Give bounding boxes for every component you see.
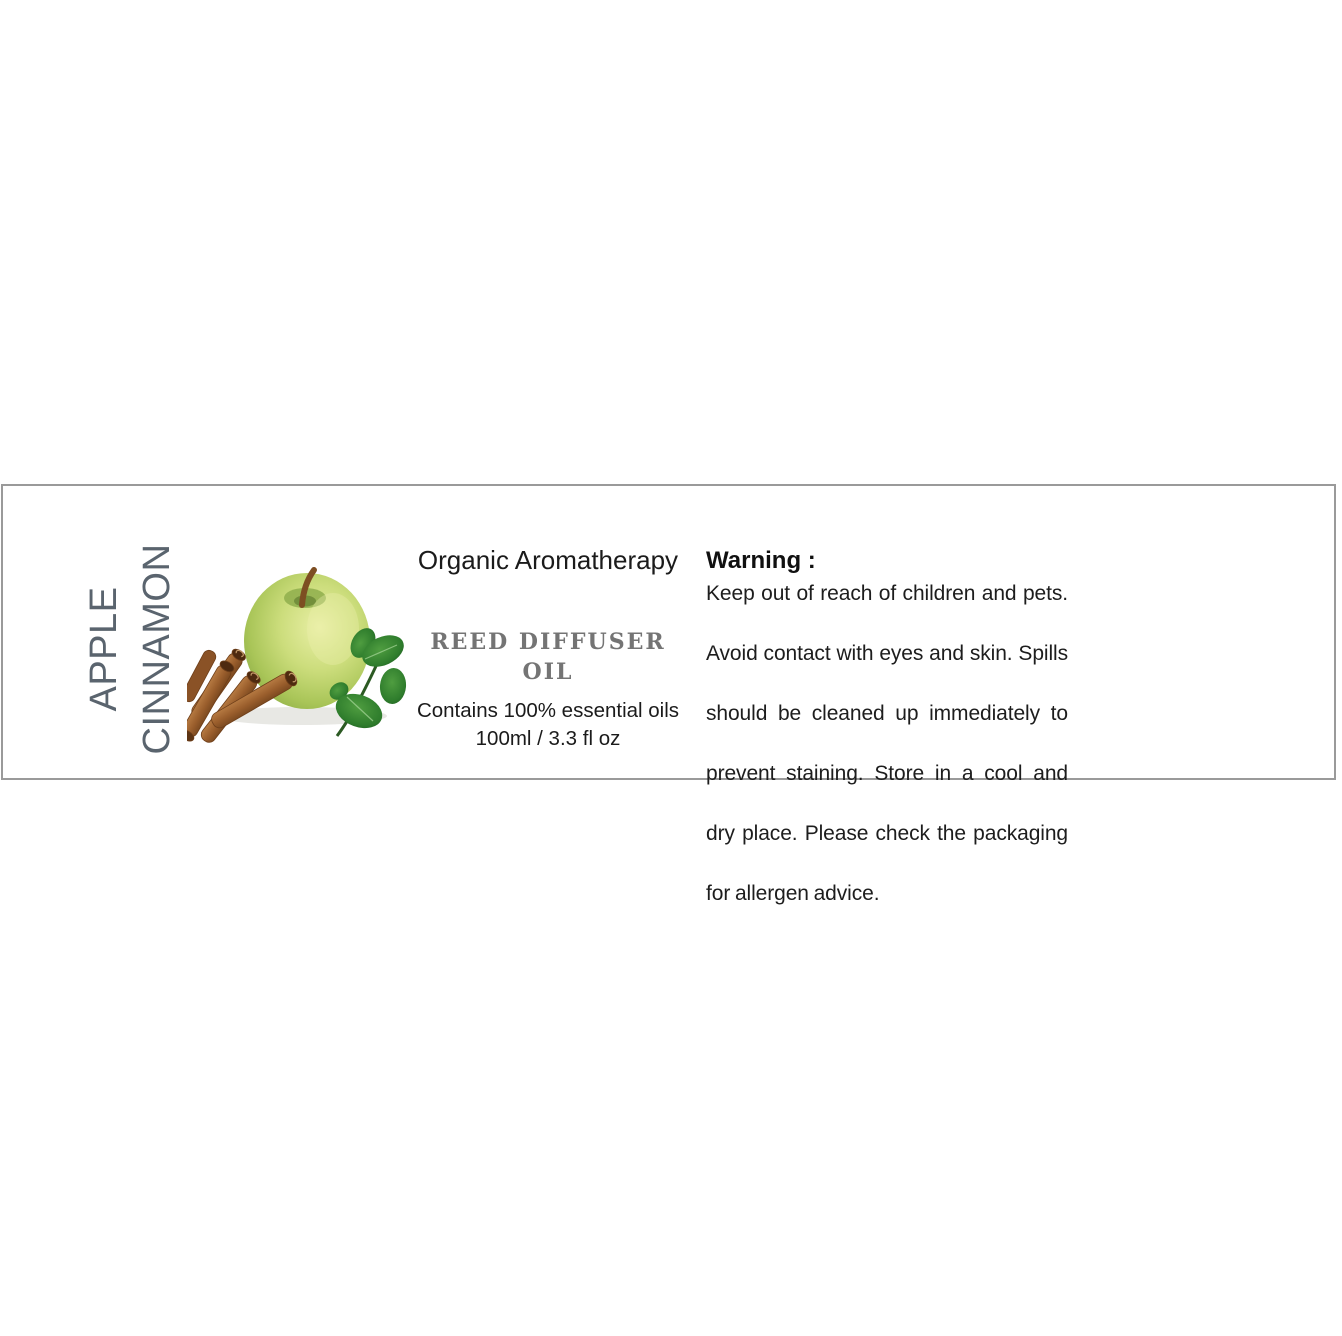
warning-line: for allergen advice. bbox=[706, 882, 880, 905]
volume-line: 100ml / 3.3 fl oz bbox=[475, 727, 621, 750]
apple-cinnamon-mint-photo bbox=[187, 551, 407, 743]
contents-line: Contains 100% essential oils bbox=[416, 699, 680, 722]
product-title-line2: OIL bbox=[522, 659, 574, 685]
warning-line: should be cleaned up immediately to bbox=[706, 702, 1068, 725]
reed-diffuser-label bbox=[1, 484, 1336, 905]
product-title bbox=[398, 627, 698, 687]
scent-title bbox=[78, 534, 184, 764]
warning-line: Avoid contact with eyes and skin. Spills bbox=[706, 642, 1068, 665]
warning-line: Keep out of reach of children and pets. bbox=[706, 582, 1068, 605]
scent-title-line1: APPLE bbox=[83, 586, 125, 712]
warning-line: dry place. Please check the packaging bbox=[706, 822, 1068, 845]
warning-body bbox=[706, 579, 1068, 909]
brand-line: Organic Aromatherapy bbox=[417, 545, 679, 575]
scent-title-line2: CINNAMON bbox=[136, 543, 178, 755]
warning-line: prevent staining. Store in a cool and bbox=[706, 762, 1068, 785]
warning-heading: Warning : bbox=[706, 547, 816, 574]
contents-block bbox=[388, 697, 708, 753]
product-title-line1: REED DIFFUSER bbox=[430, 629, 666, 655]
